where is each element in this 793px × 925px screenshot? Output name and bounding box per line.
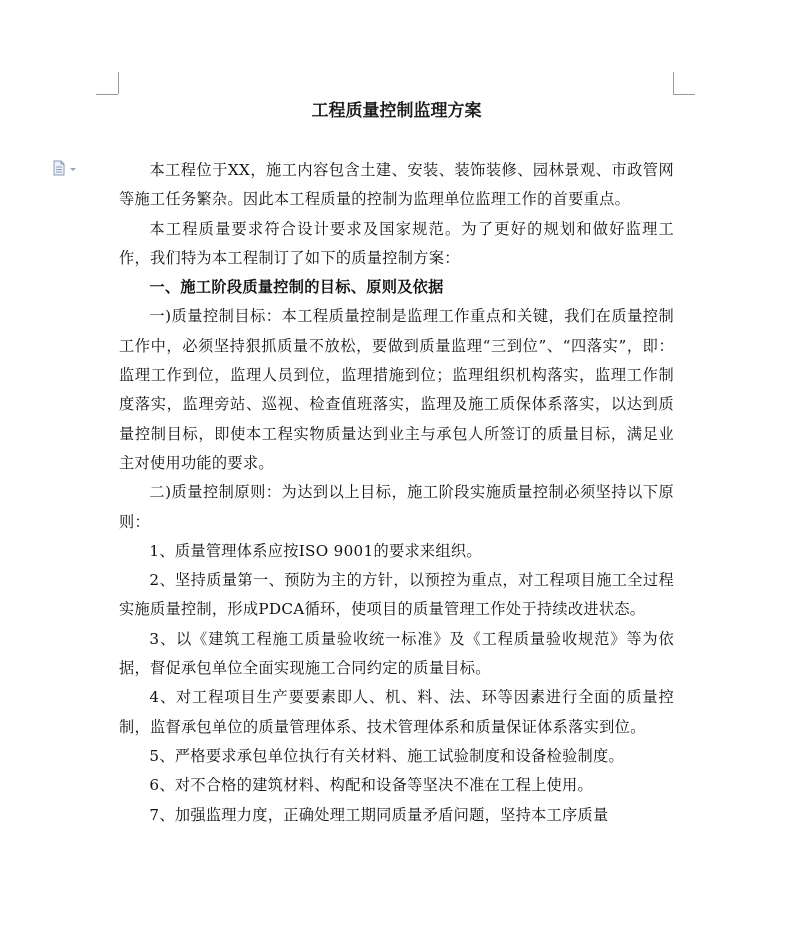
paragraph: 3、以《建筑工程施工质量验收统一标准》及《工程质量验收规范》等为依据，督促承包单位全面实现施工合同约定的质量目标。	[119, 629, 674, 678]
crop-mark-top-left-vertical	[118, 72, 119, 94]
crop-mark-top-right-vertical	[673, 72, 674, 94]
paragraph: 2、坚持质量第一、预防为主的方针，以预控为重点，对工程项目施工全过程实施质量控制，形成PDCA循环，使项目的质量管理工作处于持续改进状态。	[119, 571, 674, 619]
document-body[interactable]	[119, 156, 674, 830]
crop-mark-top-right-horizontal	[673, 94, 695, 95]
paragraph: 7、加强监理力度，正确处理工期同质量矛盾问题，坚持本工序质量	[149, 805, 609, 824]
paragraph: 二)质量控制原则：为达到以上目标，施工阶段实施质量控制必须坚持以下原则：	[119, 483, 674, 531]
crop-mark-top-left-horizontal	[96, 94, 118, 95]
paragraph: 4、对工程项目生产要要素即人、机、料、法、环等因素进行全面的质量控制，监督承包单位的质量管理体系、技术管理体系和质量保证体系落实到位。	[119, 688, 674, 736]
section-heading: 一、施工阶段质量控制的目标、原则及依据	[149, 278, 444, 297]
paragraph: 1、质量管理体系应按ISO 9001的要求来组织。	[149, 541, 482, 560]
paragraph-options-icon[interactable]	[52, 160, 80, 176]
document-title: 工程质量控制监理方案	[311, 101, 482, 121]
paragraph: 本工程质量要求符合设计要求及国家规范。为了更好的规划和做好监理工作，我们特为本工程制订了如下的质量控制方案：	[119, 219, 674, 267]
paragraph: 6、对不合格的建筑材料、构配和设备等坚决不准在工程上使用。	[149, 776, 594, 795]
paragraph: 5、严格要求承包单位执行有关材料、施工试验制度和设备检验制度。	[149, 746, 624, 765]
paragraph: 一)质量控制目标：本工程质量控制是监理工作重点和关键，我们在质量控制工作中，必须坚持狠抓质量不放松，要做到质量监理“三到位”、“四落实”，即：监理工作到位，监理人员到位，监理措施到位；监理组织机构落实，监理工作制度落实，监理旁站、巡视、检查值班落实，监理及施工质保体系落实，以达到质量控制目标，即使本工程实物质量达到业主与承包人所签订的质量目标，满足业主对使用功能的要求。	[119, 307, 674, 472]
paragraph: 本工程位于XX，施工内容包含土建、安装、装饰装修、园林景观、市政管网等施工任务繁杂。因此本工程质量的控制为监理单位监理工作的首要重点。	[119, 161, 674, 209]
